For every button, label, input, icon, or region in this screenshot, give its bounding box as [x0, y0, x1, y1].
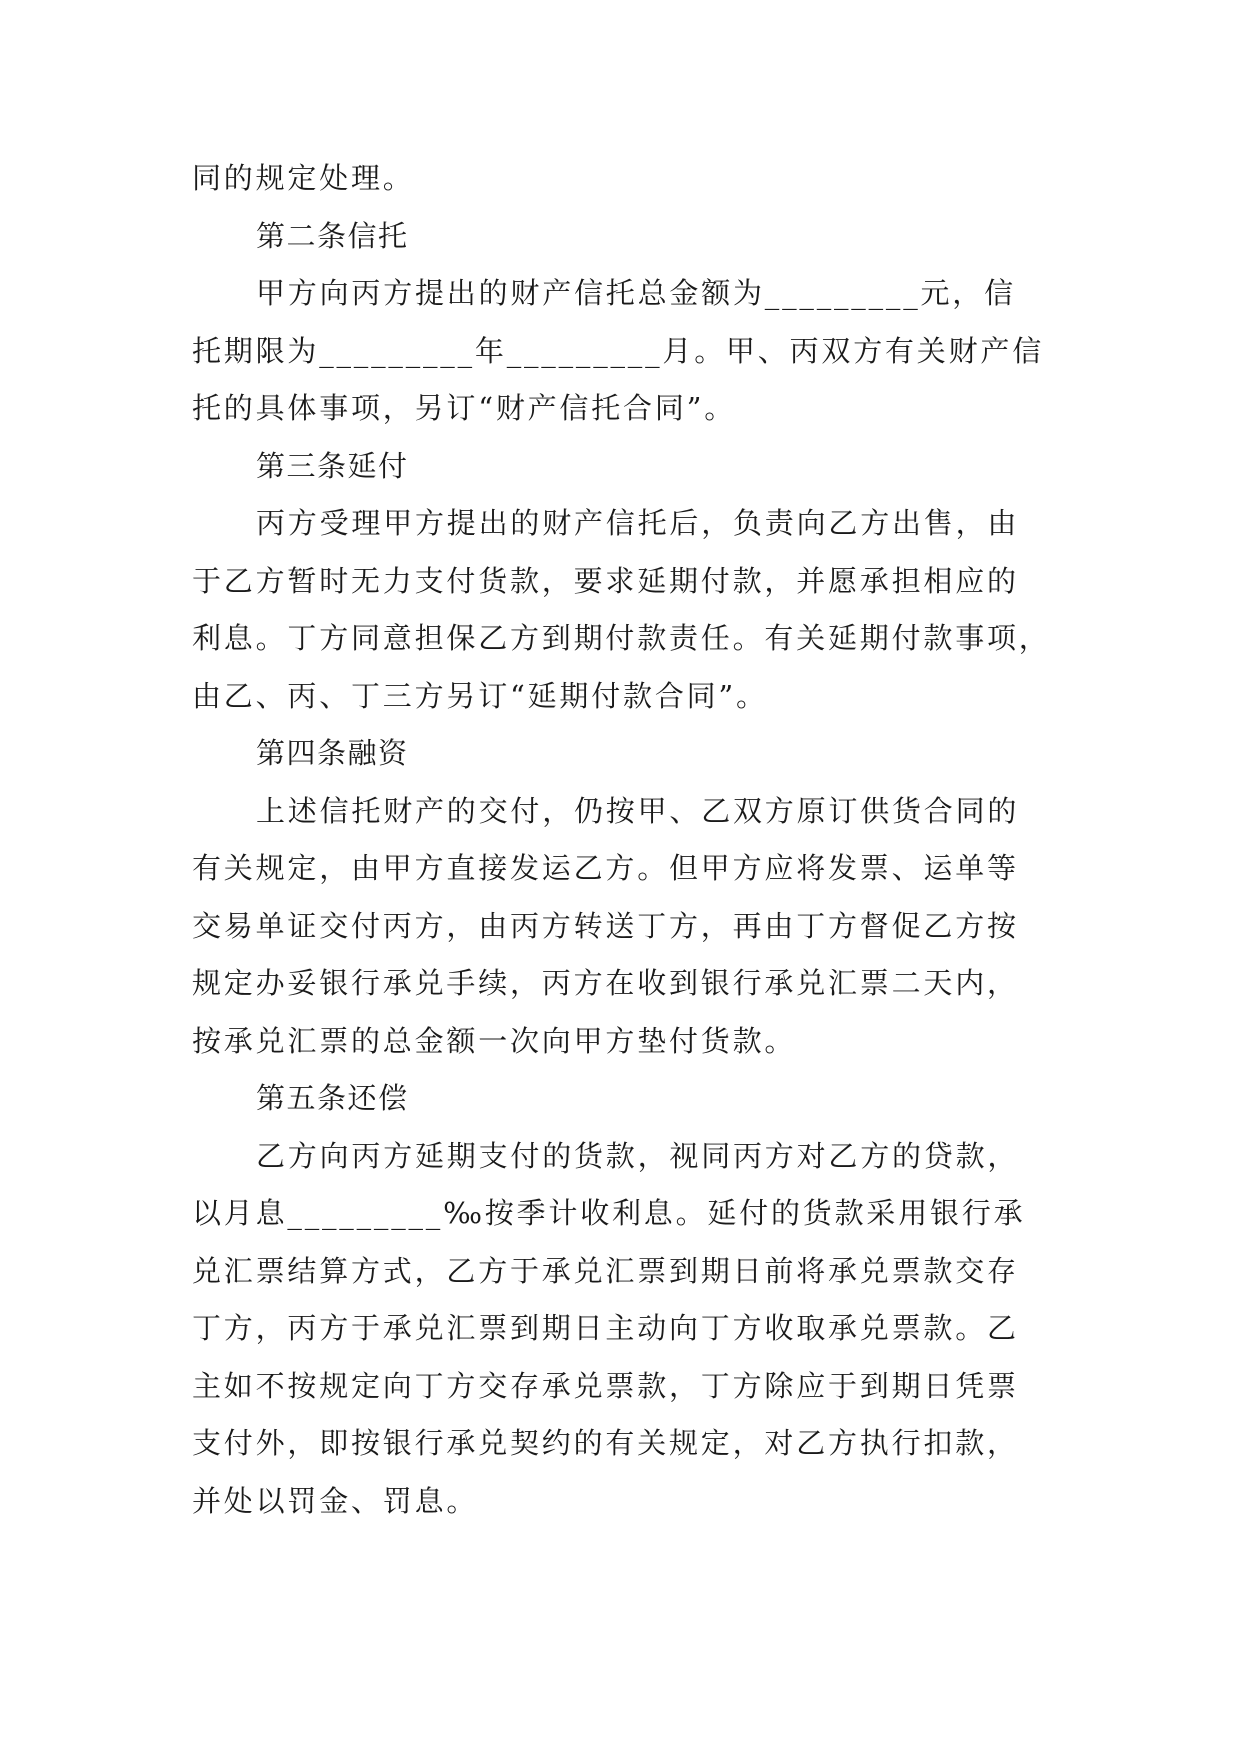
paragraph-line: 上述信托财产的交付，仍按甲、乙双方原订供货合同的	[256, 793, 1020, 828]
paragraph-line: 丁方，丙方于承兑汇票到期日主动向丁方收取承兑票款。乙	[192, 1311, 1019, 1345]
paragraph-line: 由乙、丙、丁三方另订“延期付款合同”。	[192, 678, 768, 713]
section-heading: 第三条延付	[256, 448, 409, 483]
paragraph-line: 于乙方暂时无力支付货款，要求延期付款，并愿承担相应的	[192, 563, 1019, 598]
paragraph-line: 甲方向丙方提出的财产信托总金额为_________元，信	[256, 276, 1016, 310]
section-heading: 第四条融资	[256, 736, 409, 770]
document-body	[192, 150, 1052, 1530]
paragraph-line: 以月息_________‰按季计收利息。延付的货款采用银行承	[192, 1196, 1026, 1230]
paragraph-line: 按承兑汇票的总金额一次向甲方垫付货款。	[192, 1023, 797, 1058]
paragraph-line: 支付外，即按银行承兑契约的有关规定，对乙方执行扣款，	[192, 1426, 1019, 1460]
section-heading: 第五条还偿	[256, 1081, 409, 1115]
paragraph-line: 兑汇票结算方式，乙方于承兑汇票到期日前将承兑票款交存	[192, 1253, 1019, 1288]
paragraph-line: 交易单证交付丙方，由丙方转送丁方，再由丁方督促乙方按	[192, 908, 1019, 943]
paragraph-line: 利息。丁方同意担保乙方到期付款责任。有关延期付款事项，	[192, 621, 1051, 655]
paragraph-line: 并处以罚金、罚息。	[192, 1483, 479, 1518]
paragraph-line: 托期限为_________年_________月。甲、丙双方有关财产信	[192, 333, 1045, 368]
paragraph-line: 乙方向丙方延期支付的货款，视同丙方对乙方的贷款，	[256, 1138, 1020, 1173]
paragraph-line: 主如不按规定向丁方交存承兑票款，丁方除应于到期日凭票	[192, 1368, 1019, 1403]
continuation-text: 同的规定处理。	[192, 161, 415, 195]
paragraph-line: 规定办妥银行承兑手续，丙方在收到银行承兑汇票二天内，	[192, 966, 1019, 1000]
paragraph-line: 丙方受理甲方提出的财产信托后，负责向乙方出售，由	[256, 506, 1020, 540]
paragraph-line: 托的具体事项，另订“财产信托合同”。	[192, 391, 737, 425]
paragraph-line: 有关规定，由甲方直接发运乙方。但甲方应将发票、运单等	[192, 851, 1019, 885]
section-heading: 第二条信托	[256, 218, 409, 253]
